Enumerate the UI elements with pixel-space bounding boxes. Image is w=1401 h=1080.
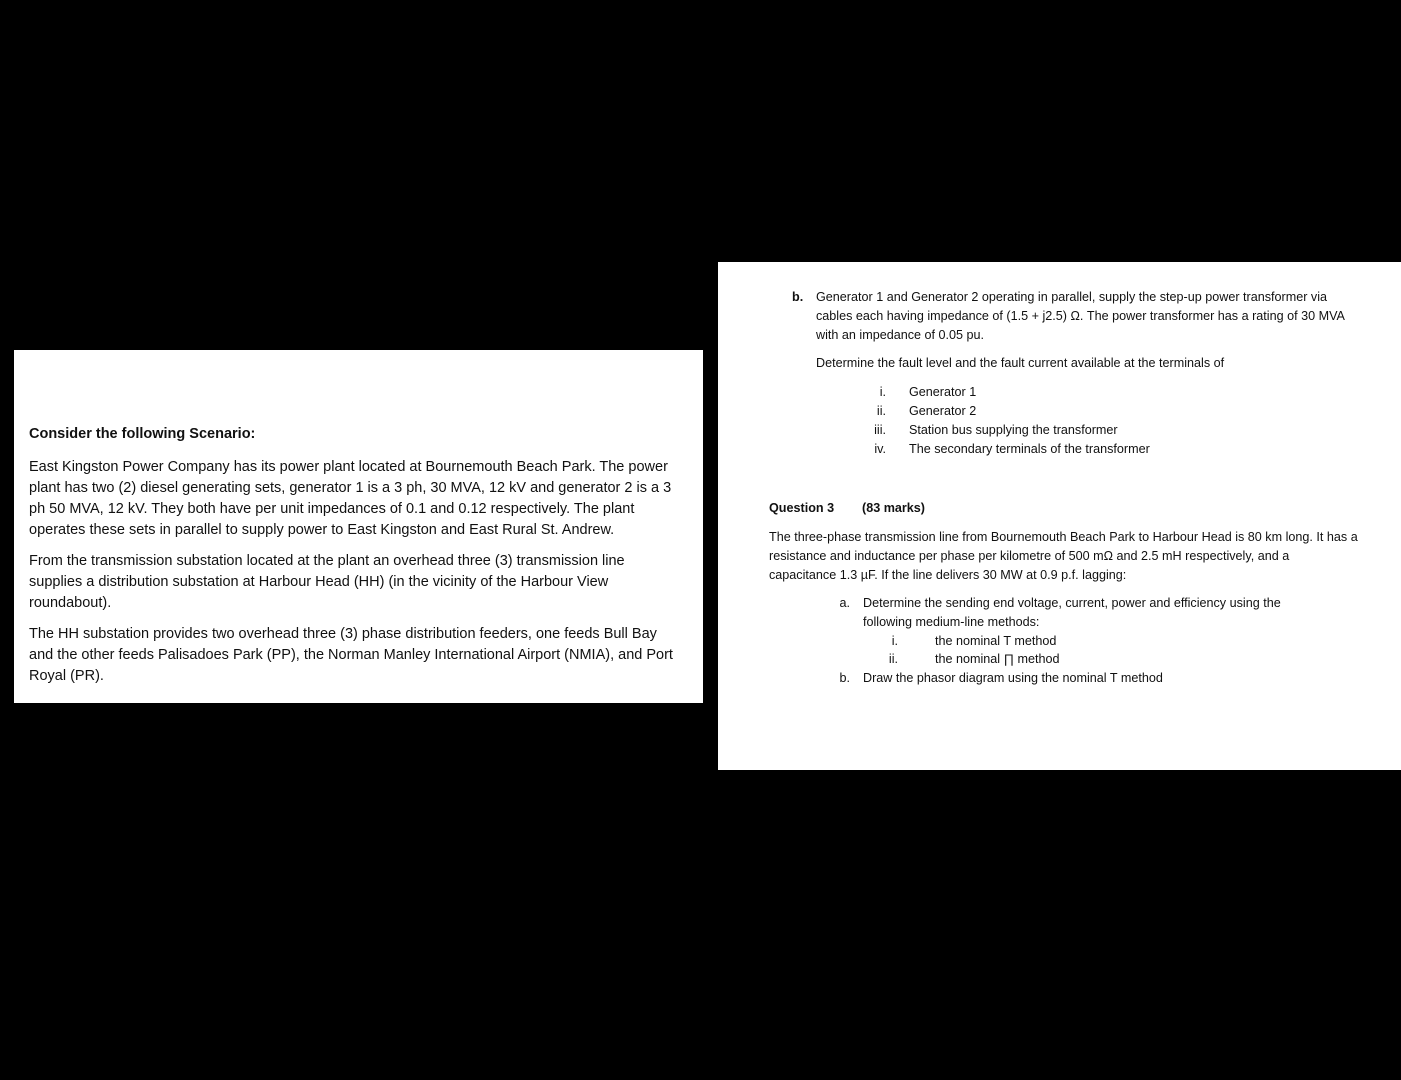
list-item-number: i. — [891, 633, 898, 648]
question-part-a — [836, 594, 1336, 669]
list-item-number: ii. — [876, 404, 886, 418]
list-item — [858, 383, 1258, 402]
question-part-b — [836, 669, 1336, 688]
list-item-number: i. — [879, 385, 886, 399]
list-item-text: the nominal T method — [935, 633, 1057, 648]
fault-level-instruction: Determine the fault level and the fault current available at the terminals of — [816, 356, 1225, 370]
questions-panel — [718, 262, 1401, 770]
part-b-text: Generator 1 and Generator 2 operating in parallel, supply the step-up power transformer via cables each having impedance of (1.5 + j2.5) Ω. The power transformer has a rating of 30 MVA with an impedance of 0.05 pu. — [816, 290, 1345, 342]
list-item — [858, 402, 1258, 421]
question-3-body: The three-phase transmission line from Bournemouth Beach Park to Harbour Head is 80 km long. It has a resistance and inductance per phase per kilometre of 500 mΩ and 2.5 mH respectively, and a capacitance 1.3 µF. If the line delivers 30 MW at 0.9 p.f. lagging: — [769, 530, 1358, 582]
question-3-marks: (83 marks) — [862, 501, 926, 515]
list-item-text: Generator 2 — [909, 404, 977, 418]
scenario-paragraph-3: The HH substation provides two overhead three (3) phase distribution feeders, one feeds Bull Bay and the other feeds Palisadoes Park (PP), the Norman Manley International Airport (NMIA), and Port Royal (PR). — [29, 626, 673, 684]
question-3-title: Question 3 — [769, 501, 835, 515]
scenario-paragraph-2: From the transmission substation located at the plant an overhead three (3) transmission line supplies a distribution substation at Harbour Head (HH) (in the vicinity of the Harbour View roundabout). — [29, 553, 625, 611]
list-item-number: iv. — [874, 442, 886, 456]
list-item-text: The secondary terminals of the transformer — [909, 442, 1150, 456]
part-text: Determine the sending end voltage, current, power and efficiency using the following medium-line methods: — [863, 596, 1281, 629]
list-item-text: the nominal ∏ method — [935, 652, 1060, 667]
part-label: b. — [839, 671, 850, 686]
scenario-heading: Consider the following Scenario: — [29, 426, 256, 442]
part-text: Draw the phasor diagram using the nominal T method — [863, 671, 1163, 686]
question-3-parts — [836, 594, 1336, 688]
scenario-panel — [14, 350, 703, 703]
method-list — [884, 632, 1336, 670]
scenario-paragraph-1: East Kingston Power Company has its power plant located at Bournemouth Beach Park. The power plant has two (2) diesel generating sets, generator 1 is a 3 ph, 30 MVA, 12 kV and generator 2 is a 3 ph 50 MVA, 12 kV. They both have per unit impedances of 0.1 and 0.12 respectively. The plant operates these sets in parallel to supply power to East Kingston and East Rural St. Andrew. — [29, 459, 672, 538]
list-item-text: Station bus supplying the transformer — [909, 423, 1118, 437]
list-item — [858, 440, 1258, 459]
list-item — [884, 632, 1336, 651]
list-item — [858, 421, 1258, 440]
part-b-label: b. — [792, 290, 804, 304]
part-label: a. — [839, 596, 850, 610]
terminals-list — [858, 383, 1258, 459]
list-item-text: Generator 1 — [909, 385, 977, 399]
list-item-number: ii. — [888, 652, 898, 667]
list-item — [884, 650, 1336, 669]
list-item-number: iii. — [874, 423, 886, 437]
